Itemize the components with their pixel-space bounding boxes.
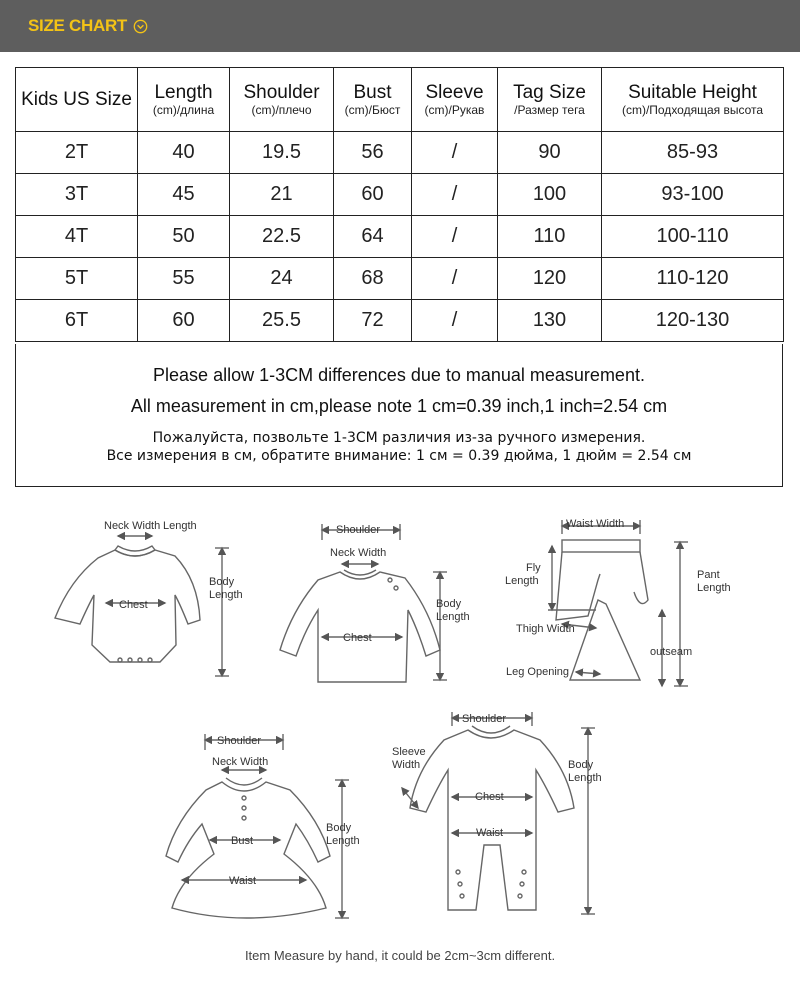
label-sleeve-width: Width: [392, 759, 421, 771]
label-waist: Waist: [476, 827, 504, 839]
label-neck-width: Neck Width: [104, 520, 161, 532]
label-leg-opening: Leg Opening: [506, 666, 569, 678]
column-header: Sleeve (cm)/Рукав: [412, 68, 498, 132]
note-line: All measurement in cm,please note 1 cm=0.39 inch,1 inch=2.54 cm: [130, 396, 668, 416]
size-table: [15, 67, 784, 342]
column-header: Kids US Size: [16, 68, 138, 132]
table-cell: /: [412, 216, 498, 258]
label-shoulder: Shoulder: [462, 713, 507, 725]
label-shoulder: Shoulder: [217, 735, 262, 747]
column-header: Tag Size /Размер тега: [498, 68, 602, 132]
table-cell: 21: [230, 174, 334, 216]
table-cell: 110-120: [602, 258, 784, 300]
footer-note: Item Measure by hand, it could be 2cm~3cm different.: [244, 948, 556, 963]
label-shoulder: Shoulder: [336, 524, 381, 536]
table-cell: 60: [138, 300, 230, 342]
label-thigh-width: Thigh Width: [516, 623, 575, 635]
column-header: Suitable Height (cm)/Подходящая высота: [602, 68, 784, 132]
table-cell: 110: [498, 216, 602, 258]
label-fly: Fly: [526, 562, 541, 574]
table-header-row: [16, 68, 784, 132]
table-cell: 130: [498, 300, 602, 342]
table-cell: 45: [138, 174, 230, 216]
label-fly-length: Length: [505, 575, 539, 587]
table-cell: 93-100: [602, 174, 784, 216]
note-line: Все измерения в см, обратите внимание: 1 см = 0.39 дюйма, 1 дюйм = 2.54 см: [106, 448, 692, 464]
label-neck-width: Neck Width: [330, 547, 387, 559]
size-chart-title: SIZE CHART: [28, 16, 128, 35]
table-cell: 90: [498, 132, 602, 174]
label-body: Body: [568, 759, 594, 771]
column-header: Shoulder (cm)/плечо: [230, 68, 334, 132]
label-pant-length: Length: [697, 582, 731, 594]
table-cell: 24: [230, 258, 334, 300]
label-body-length: Length: [436, 611, 470, 623]
table-cell: 85-93: [602, 132, 784, 174]
table-cell: 120-130: [602, 300, 784, 342]
table-cell: 22.5: [230, 216, 334, 258]
table-cell: 50: [138, 216, 230, 258]
label-pant: Pant: [697, 569, 720, 581]
table-cell: /: [412, 174, 498, 216]
label-outseam: outseam: [650, 646, 693, 658]
table-cell: 55: [138, 258, 230, 300]
note-line: Пожалуйста, позвольте 1-3CM различия из-за ручного измерения.: [152, 430, 646, 446]
table-cell: /: [412, 300, 498, 342]
table-cell: 68: [334, 258, 412, 300]
table-cell: 25.5: [230, 300, 334, 342]
table-cell: 100: [498, 174, 602, 216]
chevron-down-icon: [133, 19, 148, 34]
pants-diagram: [548, 520, 688, 686]
label-sleeve: Sleeve: [392, 746, 426, 758]
table-cell: 6T: [16, 300, 138, 342]
label-body-length: Length: [326, 835, 360, 847]
table-cell: 5T: [16, 258, 138, 300]
column-header: Length (cm)/длина: [138, 68, 230, 132]
table-cell: 56: [334, 132, 412, 174]
table-cell: /: [412, 258, 498, 300]
table-cell: 40: [138, 132, 230, 174]
table-row: [16, 174, 784, 216]
table-cell: 3T: [16, 174, 138, 216]
table-cell: 120: [498, 258, 602, 300]
measurement-notes: [15, 344, 783, 487]
measurement-diagrams: [0, 500, 800, 940]
label-body: Body: [436, 598, 462, 610]
table-cell: 19.5: [230, 132, 334, 174]
label-body: Body: [209, 576, 235, 588]
label-waist: Waist: [229, 875, 257, 887]
table-row: [16, 132, 784, 174]
label-length: Length: [163, 520, 197, 532]
label-chest: Chest: [119, 599, 148, 611]
size-chart-header-bar: [0, 0, 800, 52]
romper-diagram: [402, 712, 595, 914]
label-body-length: Length: [568, 772, 602, 784]
table-cell: 72: [334, 300, 412, 342]
label-chest: Chest: [475, 791, 504, 803]
column-header: Bust (cm)/Бюст: [334, 68, 412, 132]
label-body-length: Length: [209, 589, 243, 601]
note-line: Please allow 1-3CM differences due to manual measurement.: [153, 365, 645, 385]
label-bust: Bust: [231, 835, 254, 847]
table-row: [16, 300, 784, 342]
label-chest: Chest: [343, 632, 372, 644]
table-cell: 4T: [16, 216, 138, 258]
label-waist-width: Waist Width: [566, 518, 625, 530]
table-cell: 64: [334, 216, 412, 258]
table-cell: 2T: [16, 132, 138, 174]
table-row: [16, 258, 784, 300]
table-cell: 60: [334, 174, 412, 216]
table-cell: 100-110: [602, 216, 784, 258]
table-row: [16, 216, 784, 258]
table-cell: /: [412, 132, 498, 174]
label-body: Body: [326, 822, 352, 834]
label-neck-width: Neck Width: [212, 756, 269, 768]
